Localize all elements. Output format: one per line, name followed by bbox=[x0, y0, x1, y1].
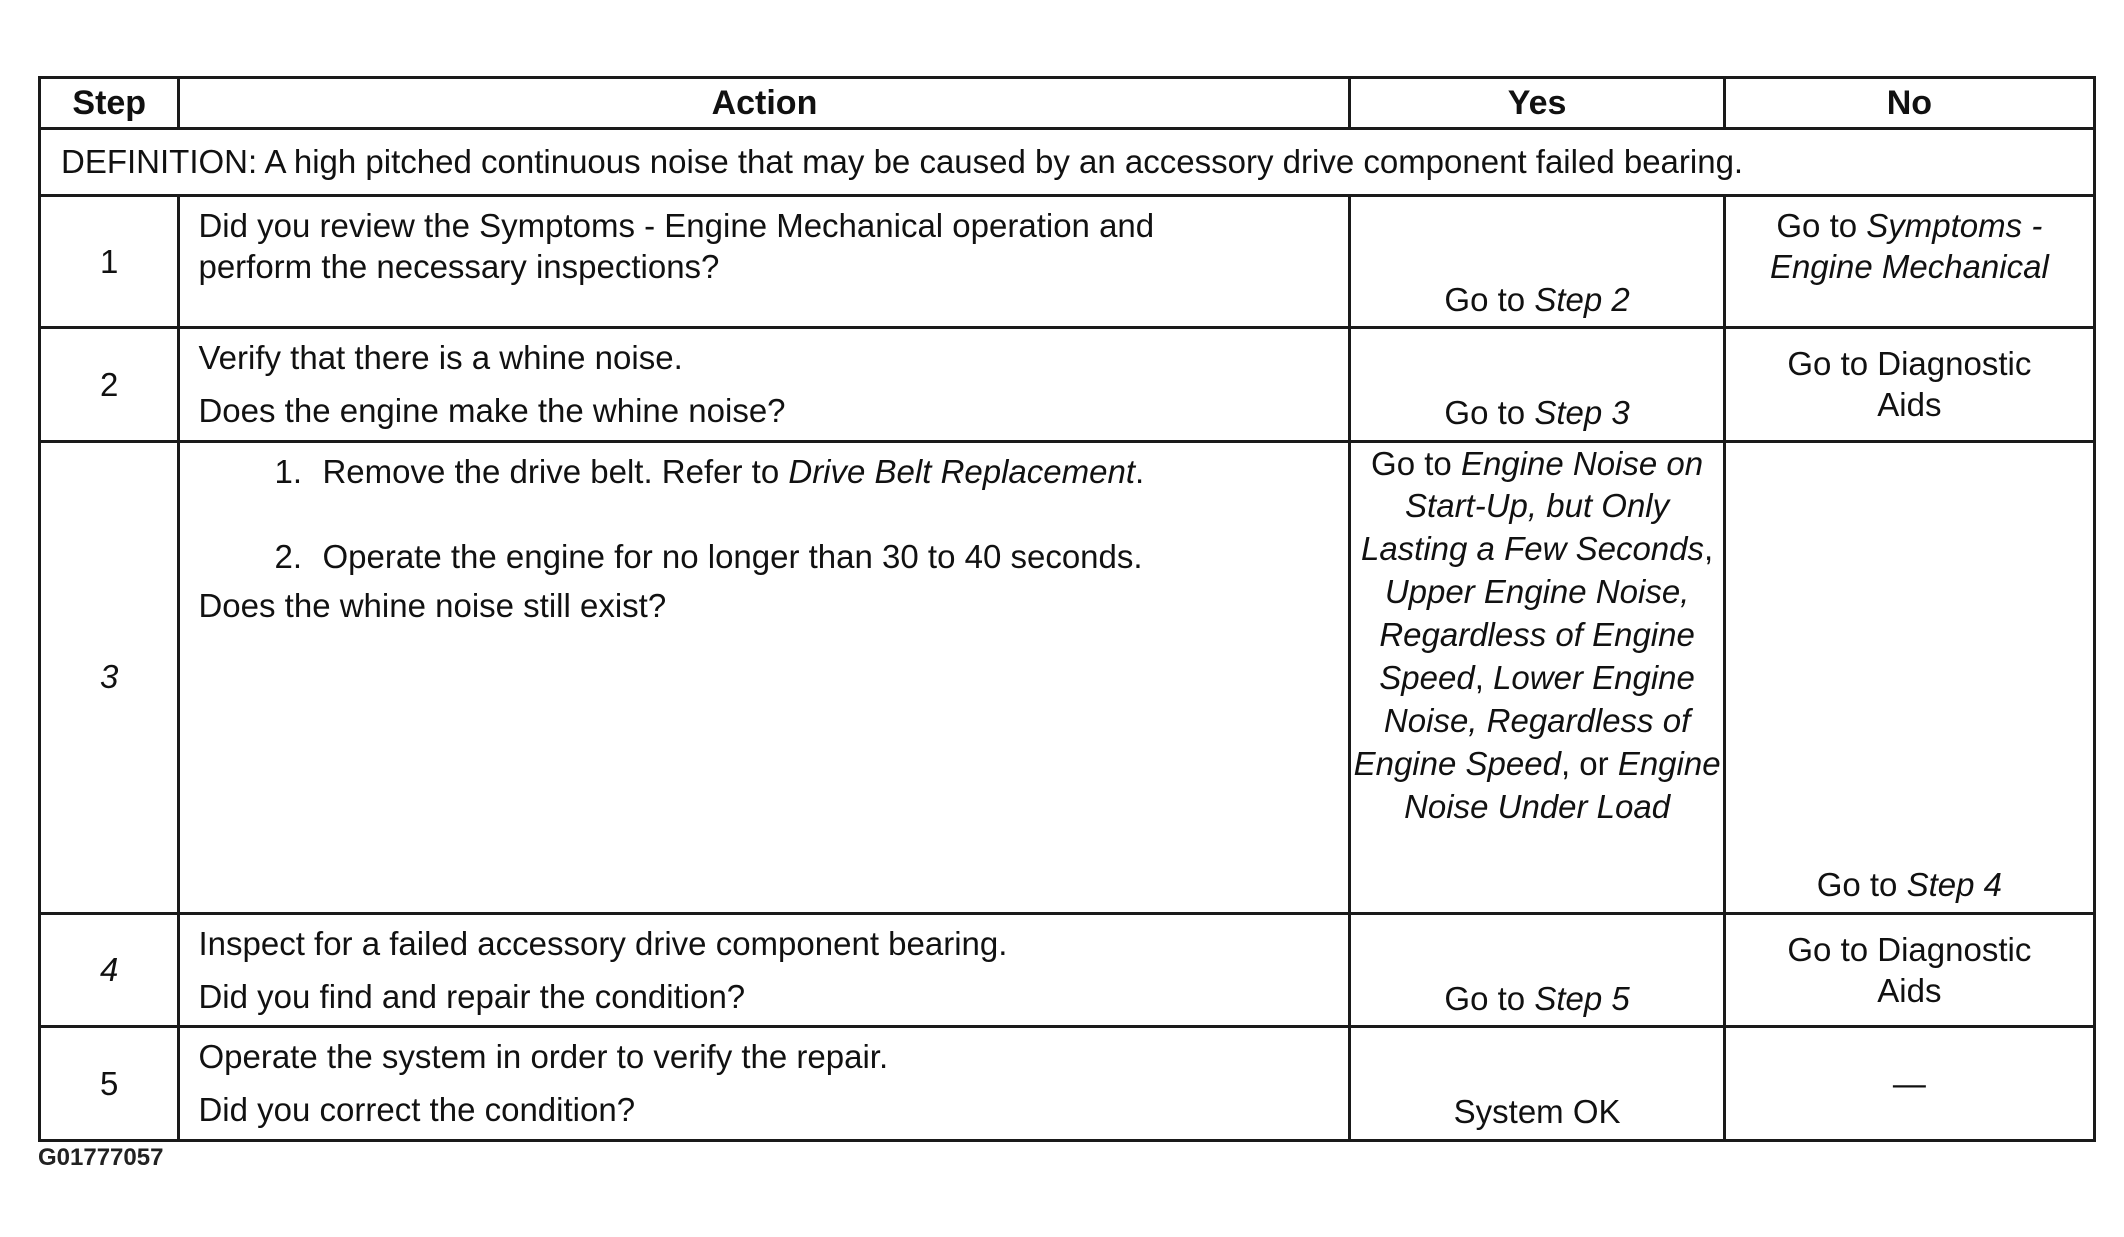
table-row bbox=[40, 196, 2095, 328]
substep-number: 2. bbox=[274, 537, 302, 575]
table-row bbox=[40, 441, 2095, 913]
header-yes: Yes bbox=[1350, 78, 1724, 129]
no-cell bbox=[1724, 913, 2094, 1027]
yes-link[interactable]: Engine Noise on Start-Up, but Only Lasting a Few Seconds bbox=[1360, 444, 1705, 568]
header-row bbox=[40, 78, 2095, 129]
yes-text: System OK bbox=[1453, 1093, 1621, 1131]
step-number: 3 bbox=[40, 441, 179, 913]
header-no: No bbox=[1724, 78, 2094, 129]
table-row bbox=[40, 328, 2095, 442]
yes-cell bbox=[1350, 913, 1724, 1027]
no-cell bbox=[1724, 441, 2094, 913]
action-cell bbox=[179, 441, 1350, 913]
header-action: Action bbox=[179, 78, 1350, 129]
diagnostic-table bbox=[38, 76, 2096, 1142]
yes-link[interactable]: Step 5 bbox=[1534, 979, 1630, 1017]
yes-cell bbox=[1350, 1027, 1724, 1141]
action-cell bbox=[179, 328, 1350, 442]
definition-row bbox=[40, 129, 2095, 196]
no-dash: — bbox=[1892, 1064, 1926, 1102]
yes-cell bbox=[1350, 328, 1724, 442]
action-line: Did you find and repair the condition? bbox=[198, 977, 746, 1015]
action-line: Verify that there is a whine noise. bbox=[198, 339, 683, 376]
step-number: 1 bbox=[40, 196, 179, 328]
substep-text: Remove the drive belt. Refer to bbox=[322, 452, 789, 490]
substep-text: Operate the engine for no longer than 30 to 40 seconds. bbox=[322, 537, 1143, 575]
no-prefix: Go to bbox=[1776, 207, 1867, 244]
yes-prefix: Go to bbox=[1444, 979, 1535, 1017]
yes-prefix: Go to bbox=[1444, 394, 1535, 432]
action-cell bbox=[179, 1027, 1350, 1141]
no-cell bbox=[1724, 196, 2094, 328]
yes-prefix: Go to bbox=[1371, 444, 1461, 482]
substep bbox=[274, 536, 1330, 577]
action-line: Does the engine make the whine noise? bbox=[198, 392, 786, 430]
yes-cell: Go to Engine Noise on Start-Up, but Only Lasting a Few Seconds, Upper Engine Noise, Regardless of Engine Speed, Lower Engine Noise, Regardless of Engine Speed, or Engine Noise Under Load bbox=[1350, 441, 1724, 913]
table-row bbox=[40, 913, 2095, 1027]
action-line: Did you review the Symptoms - Engine Mechanical operation and bbox=[198, 207, 1155, 244]
table-row bbox=[40, 1027, 2095, 1141]
yes-or: , or bbox=[1560, 744, 1618, 782]
yes-prefix: Go to bbox=[1444, 280, 1535, 318]
no-cell bbox=[1724, 1027, 2094, 1141]
yes-link[interactable]: Step 3 bbox=[1534, 394, 1630, 432]
action-line: Did you correct the condition? bbox=[198, 1091, 636, 1129]
no-prefix: Go to bbox=[1816, 866, 1907, 904]
header-step: Step bbox=[40, 78, 179, 129]
yes-cell bbox=[1350, 196, 1724, 328]
no-link[interactable]: Step 4 bbox=[1906, 866, 2003, 904]
no-text[interactable]: Go to Diagnostic Aids bbox=[1787, 345, 2032, 424]
substep-number: 1. bbox=[274, 452, 302, 490]
step-number: 4 bbox=[40, 913, 179, 1027]
no-cell bbox=[1724, 328, 2094, 442]
substep bbox=[274, 451, 1330, 492]
substep-list bbox=[198, 451, 1330, 578]
yes-link[interactable]: Step 2 bbox=[1534, 280, 1630, 318]
substep-suffix: . bbox=[1135, 452, 1145, 490]
action-line: perform the necessary inspections? bbox=[198, 248, 720, 286]
step-number: 5 bbox=[40, 1027, 179, 1141]
action-cell bbox=[179, 913, 1350, 1027]
yes-link[interactable]: Engine Noise Under Load bbox=[1404, 744, 1721, 825]
definition-text: DEFINITION: A high pitched continuous noise that may be caused by an accessory drive component failed bearing. bbox=[40, 129, 2095, 196]
action-question: Does the whine noise still exist? bbox=[198, 587, 667, 624]
action-line: Operate the system in order to verify the repair. bbox=[198, 1038, 889, 1075]
yes-link[interactable]: Lower Engine Noise, Regardless of Engine Speed bbox=[1353, 658, 1695, 782]
action-cell bbox=[179, 196, 1350, 328]
action-line: Inspect for a failed accessory drive component bearing. bbox=[198, 924, 1008, 962]
step-number: 2 bbox=[40, 328, 179, 442]
figure-id: G01777057 bbox=[38, 1144, 164, 1171]
no-text[interactable]: Go to Diagnostic Aids bbox=[1787, 930, 2032, 1009]
no-link[interactable]: Symptoms - Engine Mechanical bbox=[1769, 207, 2049, 286]
substep-link[interactable]: Drive Belt Replacement bbox=[788, 452, 1136, 490]
yes-link[interactable]: Upper Engine Noise, Regardless of Engine Speed bbox=[1379, 573, 1695, 696]
